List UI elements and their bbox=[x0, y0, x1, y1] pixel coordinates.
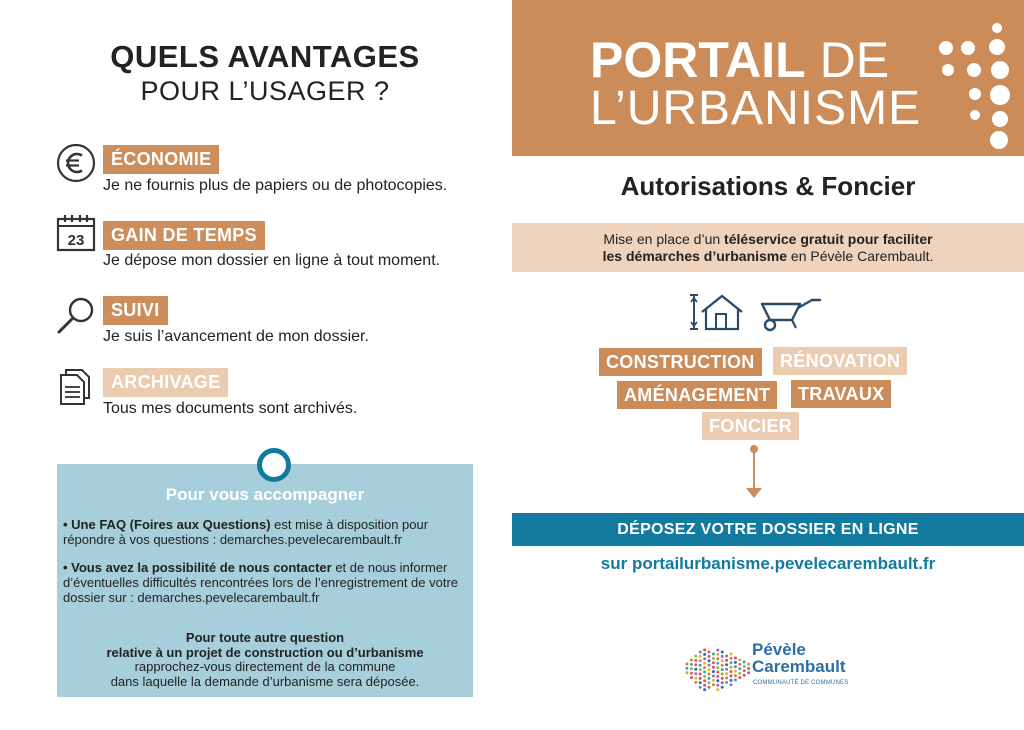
advantages-title bbox=[60, 40, 470, 108]
svg-text:23: 23 bbox=[67, 232, 85, 249]
tag-amenagement: AMÉNAGEMENT bbox=[617, 381, 777, 409]
advantage-label: ARCHIVAGE bbox=[103, 368, 228, 397]
help-footer-line3: rapprochez-vous directement de la commune bbox=[134, 659, 396, 674]
help-faq-text: est mise à disposition pour répondre à vos questions : demarches.pevelecarembault.fr bbox=[63, 517, 429, 547]
advantage-label: GAIN DE TEMPS bbox=[103, 221, 265, 250]
portal-banner bbox=[512, 0, 1024, 156]
help-contact-text: et de nous informer d’éventuelles difficultés rencontrées lors de l’enregistrement de votre dossier sur : demarches.pevelecarembault.fr bbox=[63, 560, 459, 605]
help-footer-line4: dans laquelle la demande d’urbanisme sera déposée. bbox=[110, 673, 420, 689]
subtitle bbox=[512, 171, 1024, 202]
cta-banner: DÉPOSEZ VOTRE DOSSIER EN LIGNE bbox=[512, 513, 1024, 546]
advantage-label: SUIVI bbox=[103, 296, 168, 325]
help-contact-paragraph bbox=[63, 560, 468, 605]
banner-line2: L’URBANISME bbox=[590, 82, 922, 135]
advantage-text: Je dépose mon dossier en ligne à tout moment. bbox=[103, 252, 441, 269]
intro-bold-2: les démarches d’urbanisme bbox=[602, 248, 788, 264]
wheelbarrow-icon bbox=[760, 294, 822, 332]
magnifier-icon bbox=[56, 296, 96, 336]
help-faq-paragraph bbox=[63, 517, 468, 547]
help-footer bbox=[57, 631, 473, 689]
advantages-title-line2: POUR L’USAGER ? bbox=[140, 76, 390, 106]
help-contact-bold: • Vous avez la possibilité de nous contacter bbox=[63, 560, 332, 575]
help-footer-line1: Pour toute autre question bbox=[185, 630, 345, 645]
tag-travaux: TRAVAUX bbox=[791, 380, 891, 408]
advantages-title-line1: QUELS AVANTAGES bbox=[110, 39, 420, 74]
banner-line1 bbox=[590, 34, 889, 86]
house-icon bbox=[690, 292, 744, 332]
help-faq-bold: • Une FAQ (Foires aux Questions) bbox=[63, 517, 271, 532]
tag-construction: CONSTRUCTION bbox=[599, 348, 762, 376]
tag-foncier: FONCIER bbox=[702, 412, 799, 440]
euro-icon bbox=[56, 143, 96, 183]
advantage-text: Je ne fournis plus de papiers ou de photocopies. bbox=[103, 177, 448, 194]
intro-band bbox=[512, 223, 1024, 272]
intro-pre: Mise en place d’un bbox=[603, 231, 725, 247]
tag-renovation: RÉNOVATION bbox=[773, 347, 907, 375]
banner-de: DE bbox=[805, 32, 890, 88]
intro-bold-1: téléservice gratuit pour faciliter bbox=[724, 231, 933, 247]
documents-icon bbox=[56, 366, 96, 406]
help-title: Pour vous accompagner bbox=[165, 485, 365, 504]
help-box bbox=[57, 464, 473, 697]
arrow-head bbox=[746, 488, 762, 498]
banner-bold: PORTAIL bbox=[590, 32, 806, 88]
logo-subtitle: COMMUNAUTÉ DE COMMUNES bbox=[753, 680, 849, 686]
ring-icon bbox=[257, 448, 291, 482]
logo-name bbox=[752, 641, 846, 675]
advantage-text: Je suis l’avancement de mon dossier. bbox=[103, 328, 369, 345]
intro-post: en Pévèle Carembault. bbox=[787, 248, 934, 264]
advantage-label: ÉCONOMIE bbox=[103, 145, 219, 174]
portal-url[interactable]: sur portailurbanisme.pevelecarembault.fr bbox=[600, 554, 936, 573]
calendar-icon bbox=[56, 213, 96, 253]
help-footer-line2: relative à un projet de construction ou d’urbanisme bbox=[106, 644, 424, 660]
arrow-origin-dot bbox=[750, 445, 758, 453]
logo-line1: Pévèle bbox=[752, 640, 806, 659]
subtitle-text: Autorisations & Foncier bbox=[620, 171, 916, 201]
advantage-text: Tous mes documents sont archivés. bbox=[103, 400, 358, 417]
arrow-down-icon bbox=[753, 448, 755, 490]
logo-line2: Carembault bbox=[752, 657, 846, 676]
